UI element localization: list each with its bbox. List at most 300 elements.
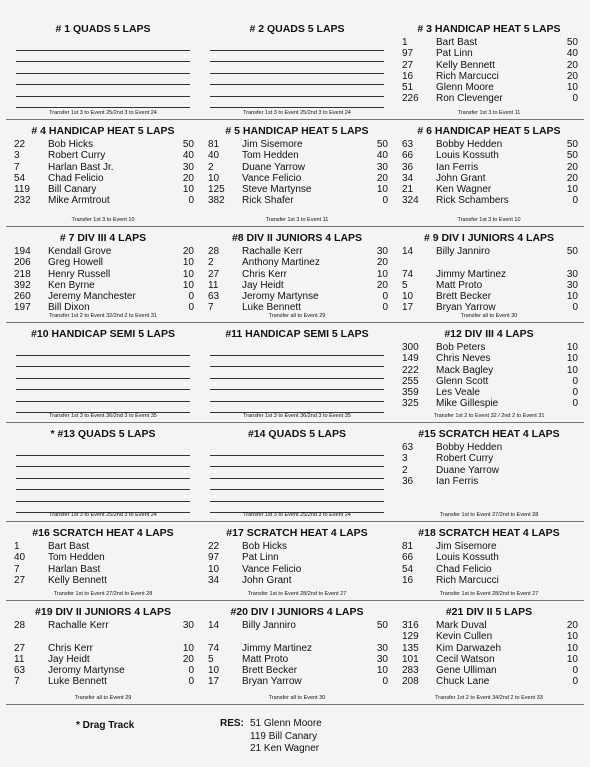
entry-line[interactable]	[210, 51, 384, 63]
rider-name	[238, 631, 364, 642]
rider-number: 34	[402, 172, 414, 184]
event-title: #19 DIV II JUNIORS 4 LAPS	[35, 606, 171, 618]
entry-line[interactable]	[16, 344, 190, 356]
rider-number: 54	[402, 563, 414, 575]
handicap-points: 20	[566, 70, 578, 82]
rider-name: Brett Becker	[242, 665, 298, 677]
transfer-note: Transfer all to Event 30	[460, 313, 518, 319]
event-block	[394, 601, 584, 705]
handicap-points	[554, 476, 580, 487]
entry-line[interactable]	[210, 467, 384, 479]
handicap-points: 0	[188, 302, 194, 314]
rider-row	[204, 269, 390, 280]
event-block	[200, 227, 394, 323]
rider-name: Kendall Grove	[48, 246, 112, 257]
rider-row	[204, 139, 390, 150]
event-block	[200, 323, 394, 423]
rider-row	[398, 643, 580, 654]
rider-name: Bob Hicks	[48, 139, 94, 150]
rider-number: 66	[402, 150, 414, 162]
rider-number: 2	[402, 464, 408, 476]
rider-name: Bobby Hedden	[436, 442, 503, 453]
rider-number: 66	[402, 552, 414, 564]
rider-number	[398, 257, 432, 268]
rider-number	[10, 631, 44, 642]
rider-row	[398, 442, 580, 453]
rider-row	[398, 564, 580, 575]
handicap-points: 30	[566, 268, 578, 280]
event-title: #20 DIV I JUNIORS 4 LAPS	[230, 606, 364, 618]
handicap-points: 50	[566, 150, 578, 162]
rider-number: 97	[402, 48, 414, 60]
rider-row	[398, 269, 580, 280]
event-title: #12 DIV III 4 LAPS	[444, 328, 534, 340]
blank-entry-lines	[204, 39, 390, 120]
bottom-section	[6, 712, 584, 767]
rider-row	[398, 280, 580, 291]
rider-number: 382	[208, 195, 225, 207]
rider-row	[204, 665, 390, 676]
event-title: #18 SCRATCH HEAT 4 LAPS	[418, 527, 560, 539]
rider-row	[398, 631, 580, 642]
rider-number: 40	[14, 552, 26, 564]
entry-line[interactable]	[210, 402, 384, 414]
event-block	[200, 423, 394, 522]
rider-number: 392	[14, 279, 31, 291]
rider-name	[44, 631, 170, 642]
rider-row	[398, 342, 580, 353]
handicap-points	[364, 541, 390, 552]
rider-row	[398, 257, 580, 268]
rider-number: 63	[402, 139, 414, 150]
handicap-points: 20	[182, 172, 194, 184]
blank-entry-lines	[204, 444, 390, 513]
rider-row	[10, 620, 196, 631]
event-title: #17 SCRATCH HEAT 4 LAPS	[226, 527, 368, 539]
rider-row	[204, 184, 390, 195]
rider-number: 10	[208, 563, 220, 575]
handicap-points: 30	[376, 246, 388, 257]
handicap-points: 30	[182, 161, 194, 173]
rider-name: John Grant	[436, 172, 486, 184]
handicap-points: 10	[182, 642, 194, 654]
handicap-points: 50	[566, 37, 578, 48]
handicap-points: 0	[188, 291, 194, 303]
rider-number: 7	[14, 563, 20, 575]
handicap-points: 20	[566, 59, 578, 71]
transfer-note: Transfer 1st 2 to Event 32 / 2nd 2 to Event 31	[433, 413, 545, 419]
rider-row	[398, 398, 580, 409]
rider-name: Matt Proto	[242, 653, 289, 665]
rider-row	[10, 269, 196, 280]
entry-line[interactable]	[16, 51, 190, 63]
entry-line[interactable]	[16, 367, 190, 379]
rider-name: Jimmy Martinez	[242, 642, 313, 654]
transfer-note: Transfer 1st 3 to Event 36/2nd 3 to Event 35	[49, 413, 157, 419]
handicap-points	[170, 541, 196, 552]
rider-row	[398, 376, 580, 387]
rider-name: Robert Curry	[436, 453, 494, 465]
rider-number: 27	[14, 642, 26, 654]
rider-name: Bill Canary	[48, 184, 97, 196]
reserve-item: 51 Glenn Moore	[250, 718, 322, 729]
rider-name: Gene Ulliman	[436, 665, 497, 677]
transfer-note: Transfer 1st to Event 28/2nd to Event 27	[439, 591, 539, 597]
entry-line[interactable]	[16, 85, 190, 97]
handicap-points: 10	[566, 642, 578, 654]
rider-number: 125	[208, 184, 225, 196]
rider-number: 10	[208, 172, 220, 184]
rider-name: Kelly Bennett	[48, 574, 107, 586]
rider-row	[10, 564, 196, 575]
rider-list	[204, 620, 390, 688]
rider-name: Ian Ferris	[436, 475, 479, 487]
rider-row	[398, 48, 580, 59]
rider-row	[204, 150, 390, 161]
rider-row	[204, 552, 390, 563]
drag-track-note: * Drag Track	[76, 720, 135, 731]
handicap-points: 10	[182, 184, 194, 196]
entry-line[interactable]	[16, 356, 190, 368]
rider-name: Ian Ferris	[436, 161, 479, 173]
handicap-points: 0	[572, 93, 578, 105]
rider-row	[398, 541, 580, 552]
rider-name: Bobby Hedden	[436, 139, 503, 150]
handicap-points: 20	[182, 653, 194, 665]
rider-name: Bryan Yarrow	[242, 676, 302, 688]
event-block	[200, 601, 394, 705]
rider-number: 324	[402, 195, 419, 207]
event-block	[6, 18, 200, 120]
reserves-list	[250, 718, 322, 756]
entry-line[interactable]	[210, 379, 384, 391]
rider-row	[204, 280, 390, 291]
rider-number: 7	[14, 676, 20, 688]
rider-name: Mike Armtrout	[48, 195, 110, 207]
rider-list	[398, 342, 580, 410]
rider-row	[398, 291, 580, 302]
rider-name: Anthony Martinez	[242, 257, 320, 269]
rider-name: Jay Heidt	[48, 653, 90, 665]
event-title: #15 SCRATCH HEAT 4 LAPS	[418, 428, 560, 440]
rider-name: Ken Wagner	[436, 184, 492, 196]
transfer-note: Transfer 1st 3 to Event 25/2nd 3 to Event 24	[49, 110, 157, 116]
handicap-points: 50	[566, 246, 578, 257]
handicap-points: 0	[572, 665, 578, 677]
transfer-note: Transfer 1st to Event 27/2nd to Event 28	[439, 512, 539, 518]
entry-line[interactable]	[210, 62, 384, 74]
rider-number: 81	[402, 541, 414, 552]
rider-name: Chris Kerr	[48, 642, 94, 654]
rider-name: Brett Becker	[436, 291, 492, 303]
event-title: # 5 HANDICAP HEAT 5 LAPS	[225, 125, 369, 137]
rider-name: Jim Sisemore	[436, 541, 497, 552]
event-block	[394, 423, 584, 522]
rider-row	[204, 173, 390, 184]
rider-number: 63	[14, 665, 26, 677]
event-title: # 4 HANDICAP HEAT 5 LAPS	[31, 125, 175, 137]
event-title: # 3 HANDICAP HEAT 5 LAPS	[417, 23, 561, 35]
rider-name: Vance Felicio	[242, 563, 302, 575]
entry-line[interactable]	[16, 444, 190, 456]
event-title: # 1 QUADS 5 LAPS	[55, 23, 151, 35]
rider-list	[10, 620, 196, 688]
rider-row	[204, 246, 390, 257]
rider-name: Pat Linn	[436, 48, 473, 60]
rider-number: 260	[14, 291, 31, 303]
entry-line[interactable]	[16, 479, 190, 491]
rider-row	[398, 37, 580, 48]
entry-line[interactable]	[210, 479, 384, 491]
entry-line[interactable]	[210, 490, 384, 502]
entry-line[interactable]	[16, 97, 190, 109]
rider-number: 1	[402, 37, 408, 48]
rider-row	[398, 654, 580, 665]
handicap-points: 0	[572, 302, 578, 314]
handicap-points: 30	[182, 620, 194, 631]
handicap-points: 40	[182, 150, 194, 162]
handicap-points: 50	[182, 139, 194, 150]
rider-name: Greg Howell	[48, 257, 104, 269]
entry-line[interactable]	[210, 390, 384, 402]
rider-list	[398, 442, 580, 487]
rider-number: 149	[402, 353, 419, 365]
rider-row	[398, 60, 580, 71]
rider-name: Rachalle Kerr	[242, 246, 303, 257]
event-block	[6, 323, 200, 423]
entry-line[interactable]	[210, 97, 384, 109]
rider-name	[432, 257, 554, 268]
entry-line[interactable]	[210, 39, 384, 51]
rider-row	[10, 631, 196, 642]
event-block	[6, 522, 200, 601]
handicap-points: 0	[382, 291, 388, 303]
rider-row	[398, 246, 580, 257]
entry-line[interactable]	[210, 85, 384, 97]
rider-number: 197	[14, 302, 31, 314]
entry-line[interactable]	[16, 74, 190, 86]
handicap-points: 20	[566, 620, 578, 631]
rider-name: Chad Felicio	[48, 172, 104, 184]
entry-line[interactable]	[16, 456, 190, 468]
rider-name: Tom Hedden	[48, 552, 105, 564]
rider-number: 16	[402, 574, 414, 586]
rider-number: 40	[208, 150, 220, 162]
rider-row	[204, 654, 390, 665]
handicap-points: 0	[382, 302, 388, 314]
rider-row	[10, 184, 196, 195]
handicap-points: 50	[566, 139, 578, 150]
rider-number: 3	[14, 150, 20, 162]
handicap-points	[554, 453, 580, 464]
handicap-points: 20	[376, 172, 388, 184]
rider-name: Jim Sisemore	[242, 139, 303, 150]
reserve-item: 119 Bill Canary	[250, 730, 318, 742]
rider-name: Jay Heidt	[242, 279, 284, 291]
rider-number: 3	[402, 453, 408, 465]
transfer-note: Transfer 1st to Event 28/2nd to Event 27	[247, 591, 347, 597]
handicap-points: 10	[566, 291, 578, 303]
handicap-points: 40	[566, 48, 578, 60]
blank-entry-lines	[10, 444, 196, 513]
entry-line[interactable]	[210, 456, 384, 468]
event-title: #11 HANDICAP SEMI 5 LAPS	[225, 328, 369, 340]
rider-number: 51	[402, 82, 414, 94]
entry-line[interactable]	[210, 367, 384, 379]
rider-row	[10, 541, 196, 552]
entry-line[interactable]	[16, 390, 190, 402]
rider-name: Kevin Cullen	[436, 631, 493, 643]
handicap-points	[554, 552, 580, 563]
rider-number: 22	[208, 541, 220, 552]
rider-number: 27	[208, 268, 220, 280]
handicap-points: 50	[376, 139, 388, 150]
entry-line[interactable]	[16, 490, 190, 502]
handicap-points	[364, 631, 390, 642]
rider-list	[398, 620, 580, 688]
handicap-points: 0	[188, 195, 194, 207]
transfer-note: Transfer 1st 3 to Event 36/2nd 3 to Event 35	[243, 413, 351, 419]
transfer-note: Transfer 1st to Event 27/2nd to Event 28	[53, 591, 153, 597]
rider-number: 17	[402, 302, 414, 314]
rider-name: Billy Janniro	[436, 246, 490, 257]
rider-name: Louis Kossuth	[436, 150, 499, 162]
rider-name: Bryan Yarrow	[436, 302, 496, 314]
rider-list	[204, 139, 390, 207]
handicap-points: 0	[188, 676, 194, 688]
entry-line[interactable]	[16, 39, 190, 51]
rider-name: Glenn Moore	[436, 82, 494, 94]
rider-number: 222	[402, 364, 419, 376]
entry-line[interactable]	[210, 344, 384, 356]
rider-list	[398, 541, 580, 586]
rider-row	[10, 280, 196, 291]
transfer-note: Transfer 1st 3 to Event 11	[265, 217, 329, 223]
event-block	[6, 227, 200, 323]
rider-number: 316	[402, 620, 419, 631]
rider-name: Chris Kerr	[242, 268, 288, 280]
rider-number: 36	[402, 161, 414, 173]
blank-entry-lines	[10, 344, 196, 413]
rider-list	[398, 37, 580, 105]
handicap-points: 0	[382, 676, 388, 688]
rider-row	[204, 291, 390, 302]
rider-name: Rick Shafer	[242, 195, 294, 207]
handicap-points: 30	[376, 161, 388, 173]
handicap-points	[170, 552, 196, 563]
event-title: #21 DIV II 5 LAPS	[445, 606, 533, 618]
handicap-points: 50	[376, 620, 388, 631]
rider-name: Chuck Lane	[436, 676, 490, 688]
rider-name: Rick Schambers	[436, 195, 509, 207]
rider-number: 27	[14, 574, 26, 586]
rider-name: Cecil Watson	[436, 653, 495, 665]
rider-row	[10, 246, 196, 257]
handicap-points	[554, 575, 580, 586]
rider-row	[398, 453, 580, 464]
handicap-points: 20	[182, 246, 194, 257]
rider-row	[398, 173, 580, 184]
rider-number: 22	[14, 139, 26, 150]
transfer-note: Transfer 1st 3 to Event 10	[457, 217, 521, 223]
entry-line[interactable]	[210, 74, 384, 86]
rider-number: 129	[402, 631, 419, 643]
handicap-points: 0	[382, 195, 388, 207]
event-block	[200, 120, 394, 227]
rider-list	[10, 139, 196, 207]
entry-line[interactable]	[210, 444, 384, 456]
transfer-note: Transfer all to Event 29	[268, 313, 326, 319]
rider-number: 28	[208, 246, 220, 257]
rider-name: Mark Duval	[436, 620, 487, 631]
rider-list	[398, 139, 580, 207]
rider-name: Vance Felicio	[242, 172, 302, 184]
event-title: #14 QUADS 5 LAPS	[247, 428, 347, 440]
rider-row	[398, 465, 580, 476]
rider-row	[398, 195, 580, 206]
rider-number: 10	[402, 291, 414, 303]
rider-number: 11	[14, 653, 25, 665]
rider-name: Jeromy Martynse	[48, 665, 125, 677]
entry-line[interactable]	[16, 467, 190, 479]
rider-name: Rich Marcucci	[436, 70, 499, 82]
handicap-points: 0	[572, 676, 578, 688]
transfer-note: Transfer 1st 3 to Event 25/2nd 3 to Event 24	[243, 110, 351, 116]
rider-number: 34	[208, 574, 220, 586]
rider-number: 300	[402, 342, 419, 353]
rider-row	[398, 162, 580, 173]
entry-line[interactable]	[16, 402, 190, 414]
handicap-points: 20	[376, 279, 388, 291]
rider-number: 7	[14, 161, 20, 173]
rider-number: 325	[402, 398, 419, 410]
rider-row	[204, 631, 390, 642]
rider-row	[398, 665, 580, 676]
blank-entry-lines	[204, 344, 390, 413]
entry-line[interactable]	[210, 356, 384, 368]
rider-name: Duane Yarrow	[436, 464, 499, 476]
rider-row	[204, 541, 390, 552]
event-block	[394, 522, 584, 601]
rider-row	[10, 162, 196, 173]
event-title: #8 DIV II JUNIORS 4 LAPS	[231, 232, 363, 244]
rider-row	[204, 564, 390, 575]
entry-line[interactable]	[16, 62, 190, 74]
event-title: #10 HANDICAP SEMI 5 LAPS	[31, 328, 175, 340]
entry-line[interactable]	[16, 379, 190, 391]
event-block	[200, 18, 394, 120]
rider-name: Mike Gillespie	[436, 398, 499, 410]
rider-name: Rich Marcucci	[436, 574, 499, 586]
rider-number: 54	[14, 172, 26, 184]
rider-number	[204, 631, 238, 642]
handicap-points	[554, 465, 580, 476]
handicap-points	[554, 564, 580, 575]
handicap-points: 0	[572, 375, 578, 387]
handicap-points	[554, 442, 580, 453]
rider-number: 206	[14, 257, 31, 269]
handicap-points: 30	[566, 279, 578, 291]
handicap-points	[364, 552, 390, 563]
handicap-points	[170, 631, 196, 642]
rider-row	[10, 676, 196, 687]
rider-row	[204, 575, 390, 586]
rider-name: Bart Bast	[436, 37, 478, 48]
rider-row	[204, 643, 390, 654]
rider-list	[10, 246, 196, 314]
rider-number: 27	[402, 59, 414, 71]
rider-name: Rachalle Kerr	[48, 620, 109, 631]
